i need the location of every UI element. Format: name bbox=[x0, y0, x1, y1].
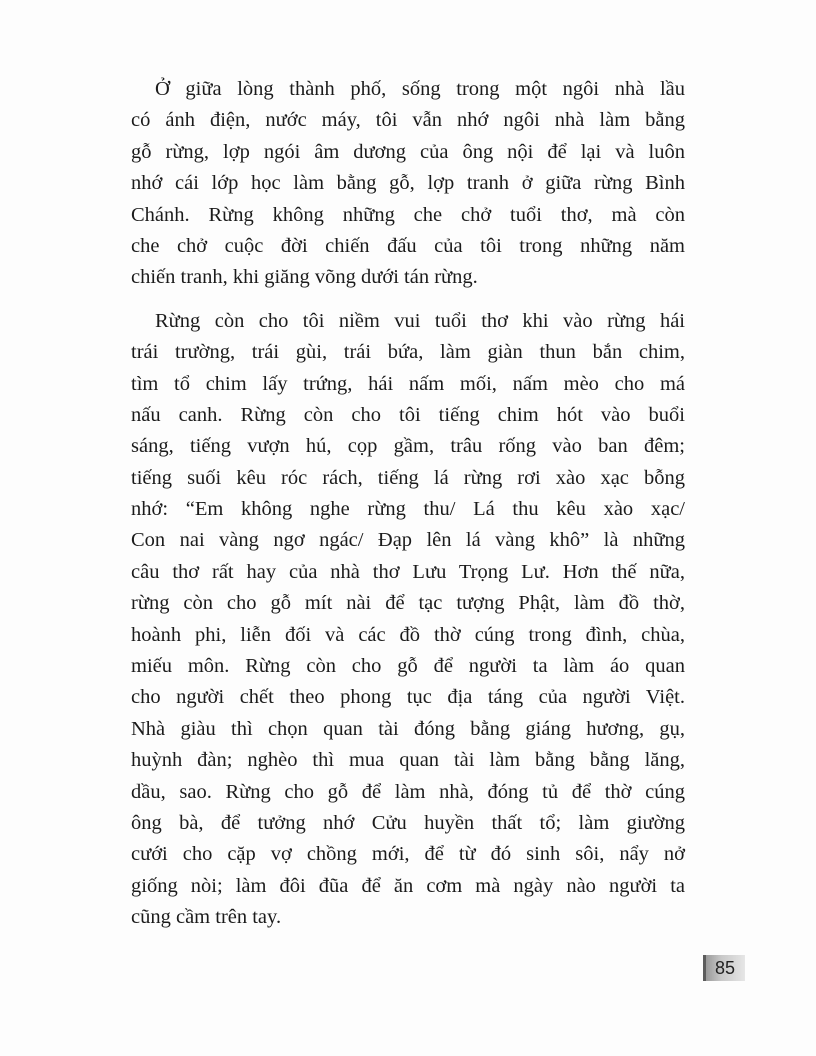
text-line: trái trường, trái gùi, trái bứa, làm giàn thun bắn chim, bbox=[131, 341, 685, 364]
text-line: Chánh. Rừng không những che chở tuổi thơ, mà còn bbox=[131, 203, 685, 226]
text-line: ông bà, để tưởng nhớ Cửu huyền thất tổ; làm giường bbox=[131, 811, 685, 834]
text-line: tiếng suối kêu róc rách, tiếng lá rừng rơi xào xạc bỗng bbox=[131, 466, 685, 489]
text-line: cũng cầm trên tay. bbox=[131, 906, 282, 929]
text-line: tìm tổ chim lấy trứng, hái nấm mối, nấm mèo cho má bbox=[131, 372, 685, 395]
paragraph bbox=[131, 306, 685, 934]
page-number: 85 bbox=[703, 955, 745, 981]
text-line: Con nai vàng ngơ ngác/ Đạp lên lá vàng khô” là những bbox=[131, 529, 685, 552]
text-line: nhớ: “Em không nghe rừng thu/ Lá thu kêu xào xạc/ bbox=[131, 498, 685, 521]
body-text bbox=[131, 74, 685, 934]
text-line: nấu canh. Rừng còn cho tôi tiếng chim hót vào buổi bbox=[131, 403, 685, 426]
text-line: miếu môn. Rừng còn cho gỗ để người ta làm áo quan bbox=[131, 655, 685, 678]
text-line: che chở cuộc đời chiến đấu của tôi trong những năm bbox=[131, 234, 685, 257]
text-line: cho người chết theo phong tục địa táng của người Việt. bbox=[131, 686, 685, 709]
text-line: hoành phi, liễn đối và các đồ thờ cúng trong đình, chùa, bbox=[131, 623, 685, 646]
text-line: giống nòi; làm đôi đũa để ăn cơm mà ngày nào người ta bbox=[131, 874, 685, 897]
text-line: câu thơ rất hay của nhà thơ Lưu Trọng Lư. Hơn thế nữa, bbox=[131, 560, 685, 583]
text-line: rừng còn cho gỗ mít nài để tạc tượng Phật, làm đồ thờ, bbox=[131, 592, 685, 615]
text-line: cưới cho cặp vợ chồng mới, để từ đó sinh sôi, nẩy nở bbox=[131, 843, 685, 866]
text-line: sáng, tiếng vượn hú, cọp gầm, trâu rống vào ban đêm; bbox=[131, 435, 685, 458]
text-line: gỗ rừng, lợp ngói âm dương của ông nội để lại và luôn bbox=[131, 140, 685, 163]
text-line: Ở giữa lòng thành phố, sống trong một ngôi nhà lầu bbox=[155, 78, 685, 100]
text-line: huỳnh đàn; nghèo thì mua quan tài làm bằng bằng lăng, bbox=[131, 749, 685, 772]
text-line: có ánh điện, nước máy, tôi vẫn nhớ ngôi nhà làm bằng bbox=[131, 109, 685, 132]
text-line: Rừng còn cho tôi niềm vui tuổi thơ khi vào rừng hái bbox=[155, 309, 685, 332]
paragraph bbox=[131, 74, 685, 294]
text-line: dầu, sao. Rừng cho gỗ để làm nhà, đóng tủ để thờ cúng bbox=[131, 780, 685, 803]
text-line: nhớ cái lớp học làm bằng gỗ, lợp tranh ở giữa rừng Bình bbox=[131, 172, 685, 195]
text-line: Nhà giàu thì chọn quan tài đóng bằng giáng hương, gụ, bbox=[131, 717, 685, 740]
text-line: chiến tranh, khi giăng võng dưới tán rừng. bbox=[131, 266, 478, 289]
paragraph-gap bbox=[131, 294, 685, 306]
